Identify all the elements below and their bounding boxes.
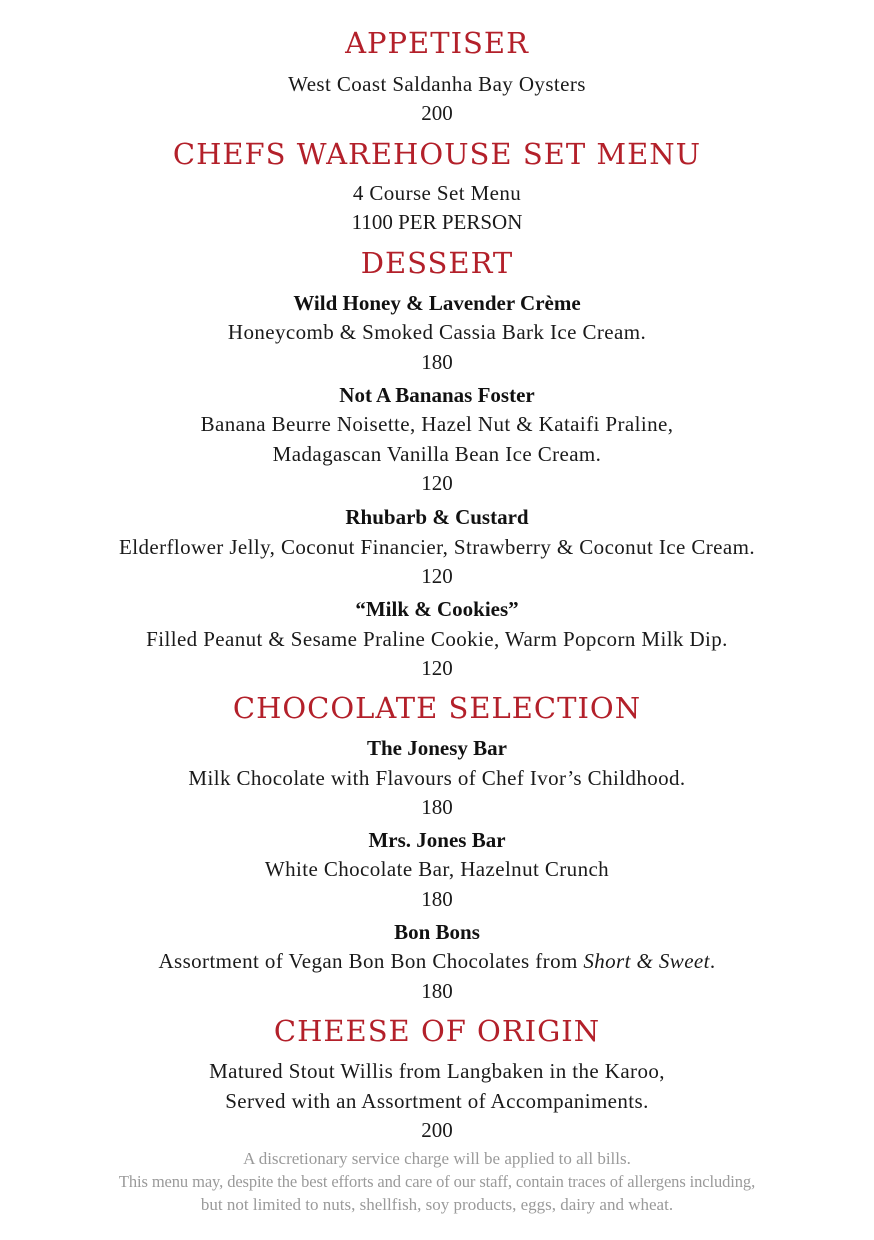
chocolate-item-price: 180 (421, 795, 453, 819)
appetiser-heading: APPETISER (345, 26, 529, 60)
dessert-item-price: 120 (421, 564, 453, 588)
dessert-item-name: Rhubarb & Custard (345, 505, 529, 529)
chocolate-item-price: 180 (421, 887, 453, 911)
chocolate-item-price: 180 (421, 979, 453, 1003)
chocolate-heading: CHOCOLATE SELECTION (232, 691, 642, 725)
set-menu-price: 1100 PER PERSON (351, 210, 523, 234)
footer-line: This menu may, despite the best efforts and care of our staff, contain traces of allergens including, (118, 1172, 756, 1191)
chocolate-item-name: The Jonesy Bar (366, 736, 507, 760)
dessert-item-name: “Milk & Cookies” (355, 597, 519, 621)
dessert-item-name: Not A Bananas Foster (339, 383, 535, 407)
appetiser-item: West Coast Saldanha Bay Oysters (288, 72, 586, 96)
cheese-price: 200 (421, 1118, 453, 1142)
chocolate-item-name: Bon Bons (394, 920, 480, 944)
dessert-item-desc: Filled Peanut & Sesame Praline Cookie, Warm Popcorn Milk Dip. (146, 627, 728, 651)
dessert-item-price: 180 (421, 350, 453, 374)
bon-bons-desc-brand: Short & Sweet (583, 949, 710, 973)
dessert-item-name: Wild Honey & Lavender Crème (293, 291, 581, 315)
bon-bons-desc-prefix: Assortment of Vegan Bon Bon Chocolates from (158, 949, 584, 973)
dessert-item-desc: Honeycomb & Smoked Cassia Bark Ice Cream. (227, 320, 647, 344)
chocolate-item-desc: Milk Chocolate with Flavours of Chef Ivor’s Childhood. (188, 766, 686, 790)
bon-bons-desc-suffix: . (709, 949, 716, 973)
chocolate-item-desc (0, 948, 874, 974)
appetiser-price: 200 (421, 101, 453, 125)
set-menu-line: 4 Course Set Menu (352, 181, 522, 205)
dessert-item-price: 120 (421, 656, 453, 680)
footer-line: but not limited to nuts, shellfish, soy products, eggs, dairy and wheat. (200, 1195, 674, 1214)
dessert-item-desc: Elderflower Jelly, Coconut Financier, Strawberry & Coconut Ice Cream. (119, 535, 755, 559)
dessert-item-price: 120 (421, 471, 453, 495)
chocolate-item-name: Mrs. Jones Bar (368, 828, 506, 852)
chocolate-item-desc: White Chocolate Bar, Hazelnut Crunch (264, 857, 610, 881)
cheese-line: Matured Stout Willis from Langbaken in the Karoo, (209, 1059, 665, 1083)
dessert-item-desc: Banana Beurre Noisette, Hazel Nut & Kataifi Praline, (200, 412, 674, 436)
footer-line: A discretionary service charge will be applied to all bills. (243, 1149, 631, 1168)
cheese-line: Served with an Assortment of Accompaniments. (225, 1089, 649, 1113)
dessert-item-desc: Madagascan Vanilla Bean Ice Cream. (272, 442, 602, 466)
cheese-heading: CHEESE OF ORIGIN (273, 1014, 601, 1048)
set-menu-heading: CHEFS WAREHOUSE SET MENU (172, 137, 702, 171)
dessert-heading: DESSERT (360, 246, 514, 280)
